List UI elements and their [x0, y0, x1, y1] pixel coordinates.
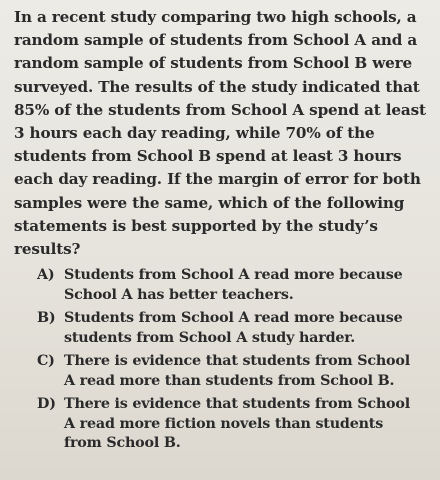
choice-line: A read more fiction novels than students: [64, 415, 384, 432]
question-line: surveyed. The results of the study indicated that: [14, 77, 420, 96]
choice-letter: D): [37, 396, 56, 412]
question-line: samples were the same, which of the following: [14, 193, 405, 212]
question-line: results?: [14, 240, 81, 259]
choice-text: [64, 309, 437, 348]
choice-line: School A has better teachers.: [64, 286, 294, 303]
question-line: 3 hours each day reading, while 70% of the: [14, 124, 375, 143]
question-line: In a recent study comparing two high schools, a: [14, 8, 417, 26]
choice-line: from School B.: [64, 435, 181, 451]
choice-b[interactable]: [37, 309, 437, 348]
choice-letter: B): [37, 310, 56, 326]
question-line: statements is best supported by the study’s: [14, 216, 378, 235]
question-line: random sample of students from School B were: [14, 54, 413, 73]
choice-d[interactable]: [37, 395, 437, 454]
question-line: 85% of the students from School A spend at least: [14, 100, 426, 119]
choice-line: Students from School A read more because: [64, 267, 403, 283]
choice-line: There is evidence that students from School: [64, 396, 410, 412]
choice-letter: A): [37, 267, 55, 283]
choice-line: students from School A study harder.: [64, 329, 356, 346]
choice-line: A read more than students from School B.: [64, 372, 395, 389]
choice-c[interactable]: [37, 352, 437, 391]
choice-letter: C): [37, 353, 55, 369]
choice-text: [64, 266, 437, 305]
question-stem: [14, 6, 434, 261]
question-line: students from School B spend at least 3 hours: [14, 147, 402, 166]
question-line: random sample of students from School A and a: [14, 31, 418, 50]
answer-choices: [37, 266, 437, 458]
choice-line: There is evidence that students from School: [64, 353, 410, 369]
choice-a[interactable]: [37, 266, 437, 305]
choice-text: [64, 352, 437, 391]
question-line: each day reading. If the margin of error for both: [14, 170, 421, 189]
choice-text: [64, 395, 437, 454]
choice-line: Students from School A read more because: [64, 310, 403, 326]
